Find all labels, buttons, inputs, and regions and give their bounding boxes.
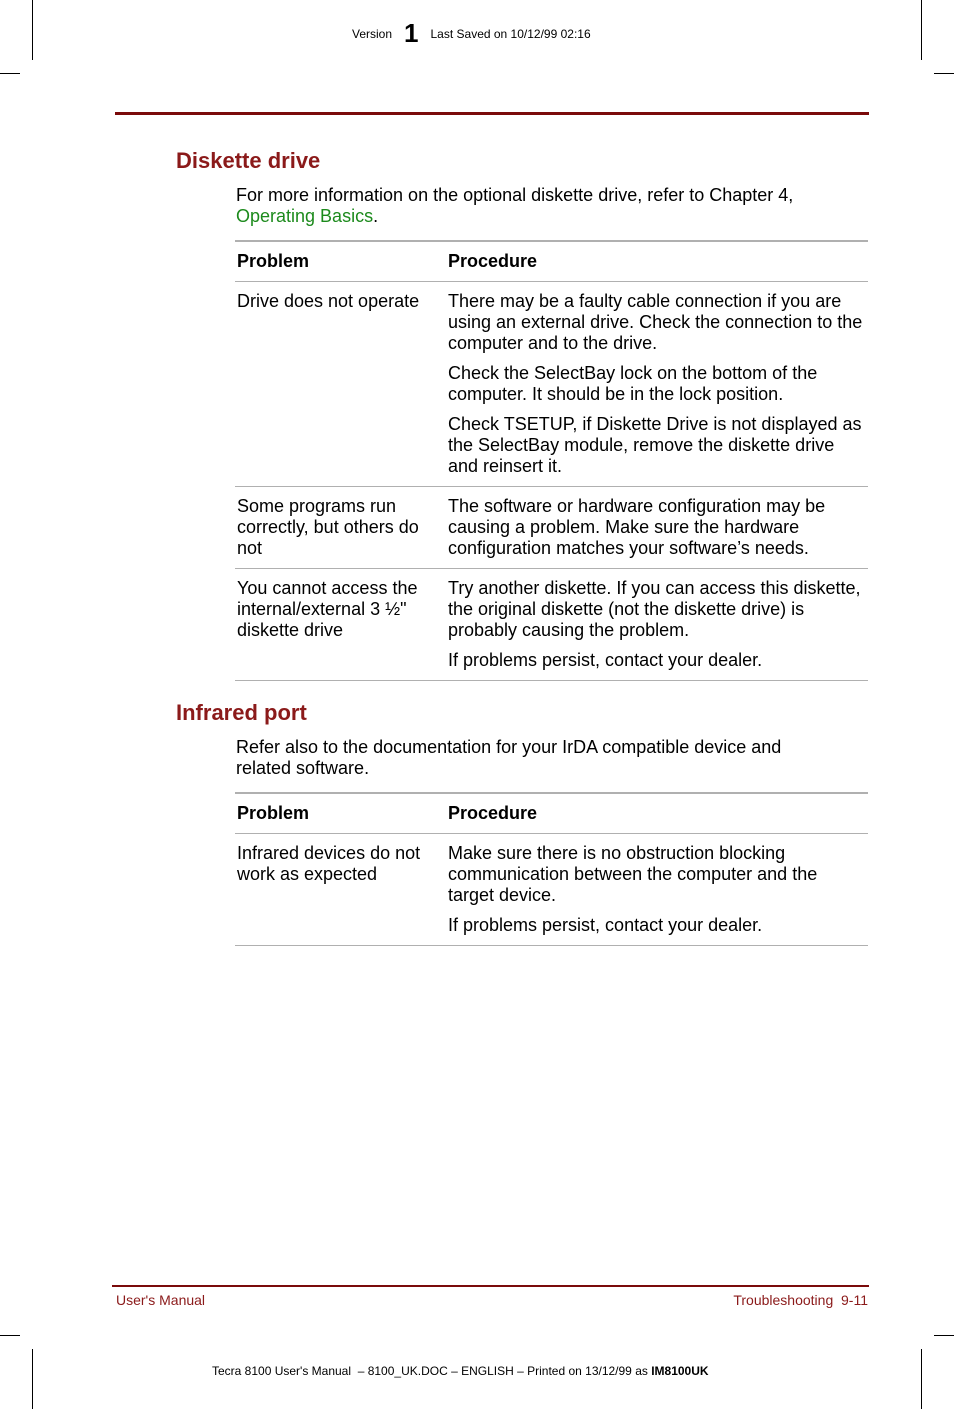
problem-cell: Some programs run correctly, but others do not [237, 496, 419, 558]
print-code: IM8100UK [651, 1364, 709, 1378]
crop-mark [0, 73, 20, 74]
procedure-column-header: Procedure [446, 241, 868, 282]
procedure-cell [446, 282, 868, 487]
procedure-text: If problems persist, contact your dealer. [448, 650, 763, 670]
infrared-intro: Refer also to the documentation for your IrDA compatible device and related software. [236, 737, 782, 778]
procedure-text: The software or hardware configuration may be causing a problem. Make sure the hardware configuration matches your software’s needs. [448, 496, 826, 558]
diskette-intro [236, 185, 866, 227]
table-header-row [235, 241, 868, 282]
procedure-cell [446, 569, 868, 681]
crop-mark [32, 1349, 33, 1409]
diskette-section-title: Diskette drive [176, 148, 321, 173]
table-row [235, 569, 868, 681]
crop-mark [934, 73, 954, 74]
problem-cell: Drive does not operate [237, 291, 420, 311]
procedure-text: There may be a faulty cable connection if you are using an external drive. Check the connection to the computer and to the drive. [448, 291, 863, 353]
version-header [352, 18, 591, 49]
diskette-intro-text: For more information on the optional diskette drive, refer to Chapter 4, [236, 185, 794, 205]
infrared-section-title: Infrared port [176, 700, 307, 725]
last-saved: Last Saved on 10/12/99 02:16 [430, 27, 591, 41]
footer-rule [112, 1285, 869, 1287]
procedure-cell [446, 487, 868, 569]
version-number: 1 [404, 18, 419, 48]
crop-mark [0, 1335, 20, 1336]
procedure-cell [446, 834, 868, 946]
operating-basics-link[interactable]: Operating Basics [236, 206, 374, 226]
problem-column-header: Problem [235, 241, 446, 282]
procedure-text: Make sure there is no obstruction blocking communication between the computer and the target device. [448, 843, 818, 905]
table-row [235, 834, 868, 946]
problem-cell: Infrared devices do not work as expected [237, 843, 421, 884]
table-row [235, 282, 868, 487]
crop-mark [934, 1335, 954, 1336]
crop-mark [921, 0, 922, 60]
diskette-table [235, 240, 868, 681]
crop-mark [32, 0, 33, 60]
footer-manual-name: User's Manual [116, 1292, 206, 1308]
infrared-table [235, 792, 868, 946]
procedure-text: Try another diskette. If you can access this diskette, the original diskette (not the diskette drive) is probably causing the problem. [448, 578, 861, 640]
table-header-row [235, 793, 868, 834]
procedure-column-header: Procedure [446, 793, 868, 834]
diskette-intro-end: . [373, 206, 379, 226]
print-text: Tecra 8100 User's Manual – 8100_UK.DOC – ENGLISH – Printed on 13/12/99 as [212, 1364, 652, 1378]
procedure-text: If problems persist, contact your dealer. [448, 915, 763, 935]
problem-cell: You cannot access the internal/external 3 ½" diskette drive [237, 578, 418, 640]
problem-column-header: Problem [235, 793, 446, 834]
table-row [235, 487, 868, 569]
crop-mark [921, 1349, 922, 1409]
procedure-text: Check the SelectBay lock on the bottom of the computer. It should be in the lock position. [448, 363, 818, 404]
top-rule [115, 112, 869, 115]
footer-page-number: Troubleshooting 9-11 [733, 1292, 868, 1308]
version-label: Version [352, 27, 393, 41]
procedure-text: Check TSETUP, if Diskette Drive is not displayed as the SelectBay module, remove the diskette drive and reinsert it. [448, 414, 862, 476]
print-info [212, 1364, 709, 1378]
